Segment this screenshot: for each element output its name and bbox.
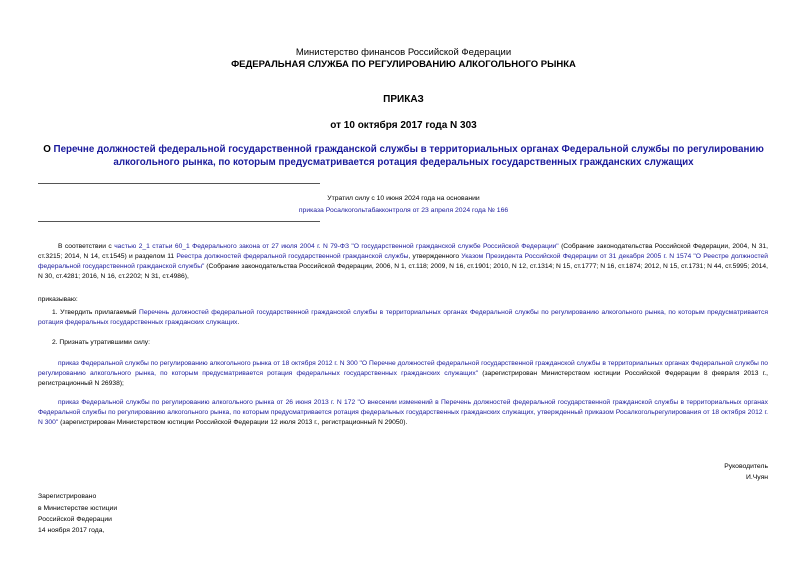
registration-line-3: Российской Федерации	[38, 516, 112, 523]
doc-type: ПРИКАЗ	[383, 94, 424, 105]
preamble-text-c: , утвержденного	[408, 253, 462, 260]
item-1-end: .	[237, 319, 240, 326]
item-1	[38, 308, 768, 328]
doc-subject	[40, 143, 767, 169]
registration-line-4: 14 ноября 2017 года,	[38, 527, 105, 534]
repeal-2-link[interactable]: приказ Федеральной службы по регулированию алкогольного рынка от 26 июня 2013 г. N 172 "О внесении изменений в Перечень должностей федеральной государственной гражданской службы в территориальных органах Федеральной службы по регулированию алкогольного рынка, по которым предусматривается ротация федеральных государственных гражданских служащих, утвержденный приказом Росалкогольрегулирования от 18 октября 2012 г. N 300"	[38, 399, 768, 426]
registry-link[interactable]: Реестра должностей федеральной государственной гражданской службы	[176, 253, 409, 260]
signature-name: И.Чуян	[745, 474, 768, 481]
order-word: приказываю:	[38, 296, 78, 303]
signature-role: Руководитель	[724, 463, 768, 470]
ministry-name: Министерство финансов Российской Федерации	[295, 47, 512, 58]
doc-date-number: от 10 октября 2017 года N 303	[330, 120, 477, 131]
preamble-text-a: В соответствии с	[58, 243, 115, 250]
separator-bottom	[38, 221, 320, 222]
subject-link[interactable]: Перечне должностей федеральной государственной гражданской службы в территориальных органах Федеральной службы по регулированию алкогольного рынка, по которым предусматривается ротация федеральных государственных гражданских служащих	[53, 144, 764, 168]
repeal-2-text: (зарегистрирован Министерством юстиции Российской Федерации 12 июля 2013 г., регистрационный N 29050).	[58, 419, 408, 426]
item-2-text: 2. Признать утратившими силу:	[52, 339, 150, 346]
status-line-1: Утратил силу с 10 июня 2024 года на основании	[327, 195, 480, 202]
registration-line-1: Зарегистрировано	[38, 493, 97, 500]
repeal-2	[38, 398, 768, 428]
decree-link[interactable]: Указом Президента Российской Федерации от 31 декабря 2005 г. N 1574 "О Реестре должностей федеральной государственной гражданской службы"	[38, 253, 768, 270]
service-name: ФЕДЕРАЛЬНАЯ СЛУЖБА ПО РЕГУЛИРОВАНИЮ АЛКОГОЛЬНОГО РЫНКА	[231, 59, 576, 70]
repeal-1	[38, 359, 768, 389]
preamble	[38, 242, 768, 282]
repeal-1-link[interactable]: приказ Федеральной службы по регулированию алкогольного рынка от 18 октября 2012 г. N 300 "О Перечне должностей федеральной государственной гражданской службы в территориальных органах Федеральной службы по регулированию алкогольного рынка, по которым предусматривается ротация федеральных государственных гражданских служащих"	[38, 360, 768, 377]
separator-top	[38, 183, 320, 184]
list-link[interactable]: Перечень должностей федеральной государственной гражданской службы в территориальных органах Федеральной службы по регулированию алкогольного рынка, по которым предусматривается ротация федеральных государственных гражданских служащих	[38, 309, 768, 326]
repeal-1-text: (зарегистрирован Министерством юстиции Российской Федерации 8 февраля 2013 г., регистрационный N 26938);	[38, 370, 768, 387]
item-2	[38, 338, 768, 348]
preamble-text-d: (Собрание законодательства Российской Федерации, 2006, N 1, ст.118; 2009, N 16, ст.1901; 2010, N 12, ст.1314; N 15, ст.1777; N 16, ст.1874; 2012, N 15, ст.1731; N 44, ст.5995; 2014, N 30, ст.4281; 2016, N 16, ст.2202; N 31, ст.4986),	[38, 263, 769, 280]
registration-line-2: в Министерстве юстиции	[38, 505, 118, 512]
status-repeal-link[interactable]: приказа Росалкогольтабакконтроля от 23 апреля 2024 года № 166	[298, 207, 509, 214]
item-1-text: 1. Утвердить прилагаемый	[52, 309, 140, 316]
subject-prefix: О	[43, 144, 54, 155]
preamble-text-b: (Собрание законодательства Российской Федерации, 2004, N 31, ст.3215; 2014, N 14, ст.1545) и разделом 11	[38, 243, 769, 260]
law-link[interactable]: частью 2_1 статьи 60_1 Федерального закона от 27 июля 2004 г. N 79-ФЗ "О государственной гражданской службе Российской Федерации"	[114, 243, 559, 250]
